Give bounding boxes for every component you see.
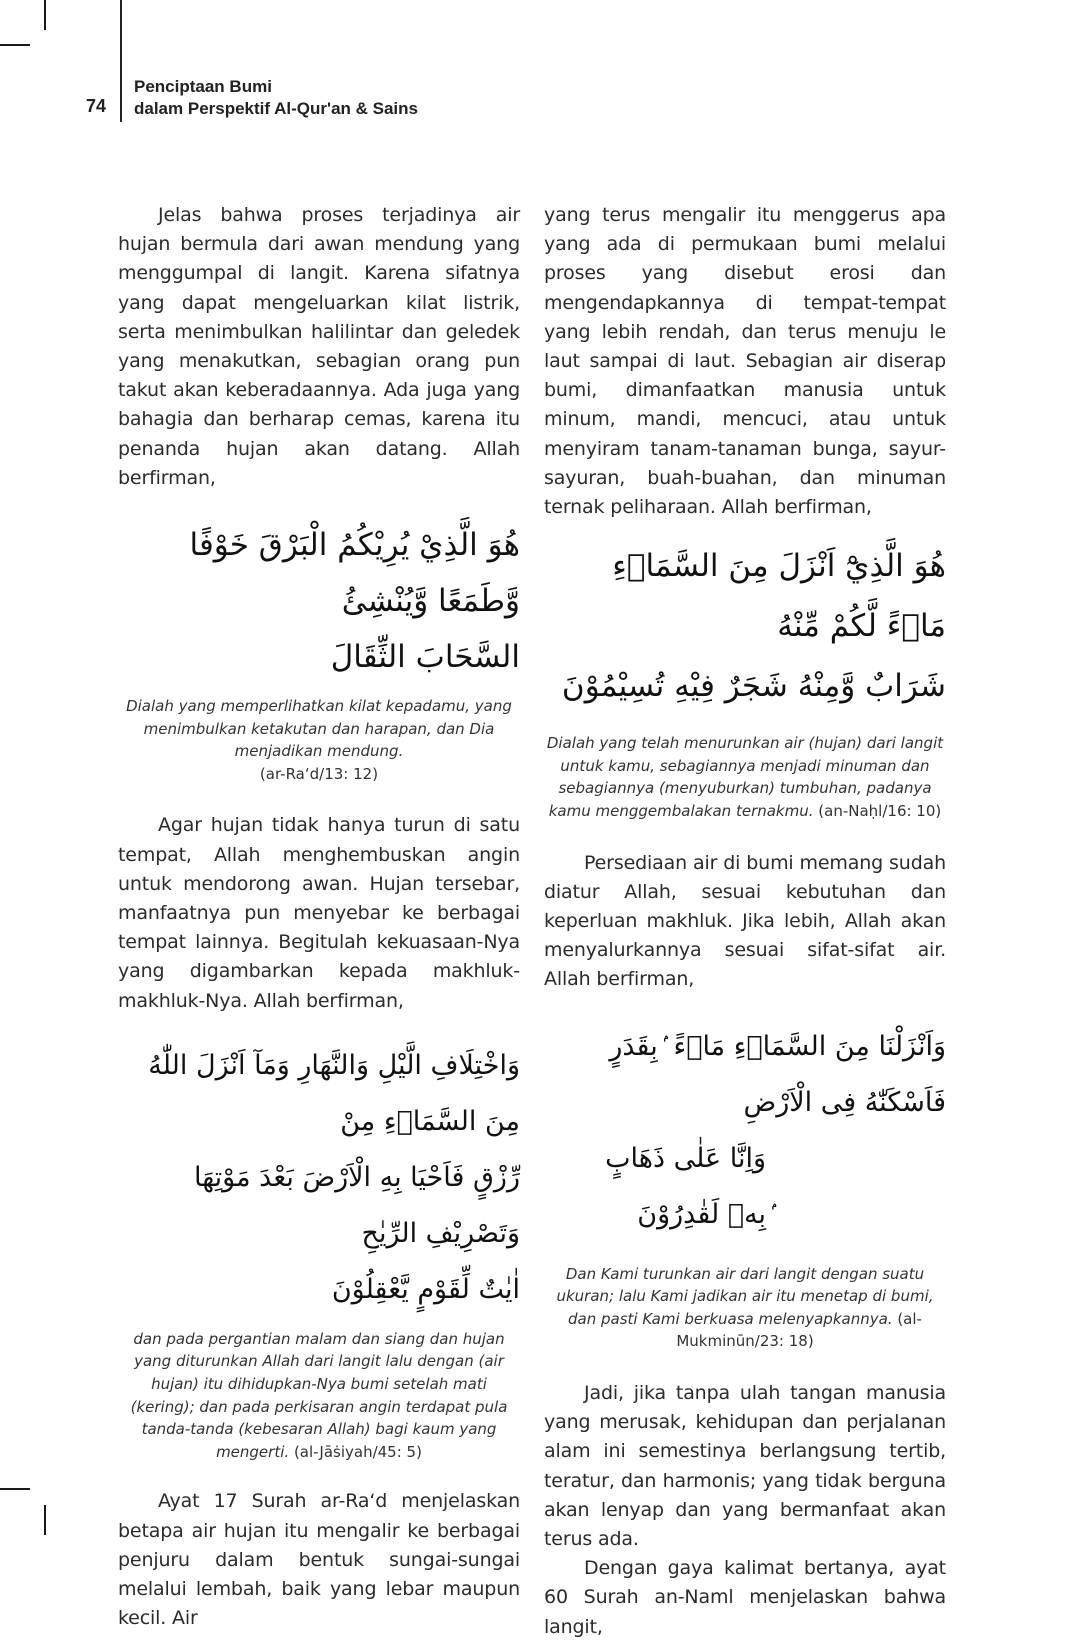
- verse-translation: [544, 1263, 946, 1353]
- arabic-verse-line: اٰيٰتٌ لِّقَوْمٍ يَّعْقِلُوْنَ: [331, 1273, 520, 1305]
- arabic-verse-line: رِّزْقٍ فَاَحْيَا بِهِ الْاَرْضَ بَعْدَ مَوْتِهَا وَتَصْرِيْفِ الرِّيٰحِ: [193, 1161, 520, 1249]
- right-paragraph-3: Jadi, jika tanpa ulah tangan manusia yang merusak, kehidupan dan perjalanan alam ini semestinya berlangsung tertib, teratur, dan harmonis; yang tidak berguna akan lenyap dan yang bermanfaat akan terus ada.: [544, 1382, 946, 1551]
- right-column: [544, 201, 946, 1642]
- left-verse-1: [118, 517, 520, 785]
- verse-translation-text: Dialah yang telah menurunkan air (hujan) dari langit untuk kamu, sebagiannya menjadi minuman dan sebagiannya (menyuburkan) tumbuhan, padanya kamu menggembalakan ternakmu.: [546, 734, 944, 821]
- verse-translation-text: Dan Kami turunkan air dari langit dengan suatu ukuran; lalu Kami jadikan air itu menetap di bumi, dan pasti Kami berkuasa melenyapkannya.: [556, 1264, 934, 1328]
- right-verse-2: [544, 1019, 946, 1353]
- verse-translation: [118, 695, 520, 785]
- right-paragraph-4: Dengan gaya kalimat bertanya, ayat 60 Surah an-Naml menjelaskan bahwa langit,: [544, 1557, 946, 1638]
- left-paragraph-1: Jelas bahwa proses terjadinya air hujan bermula dari awan mendung yang menggumpal di langit. Karena sifatnya yang dapat mengeluarkan kilat listrik, serta menimbulkan halilintar dan geledek yang menakutkan, sebagian orang pun takut akan keberadaannya. Ada juga yang bahagia dan berharap cemas, karena itu penanda hujan akan datang. Allah berfirman,: [118, 204, 520, 489]
- running-header: [134, 76, 418, 120]
- page-number: 74: [86, 96, 107, 116]
- crop-mark-bottom-horizontal: [0, 1488, 30, 1490]
- arabic-verse-line: هُوَ الَّذِيْ يُرِيْكُمُ الْبَرْقَ خَوْفًا وَّطَمَعًا وَّيُنْشِئُ: [189, 527, 520, 620]
- running-header-line2: dalam Perspektif Al-Qur'an & Sains: [134, 99, 418, 118]
- header-divider: [120, 0, 122, 122]
- left-paragraph-3: Ayat 17 Surah ar-Ra‘d menjelaskan betapa air hujan itu mengalir ke berbagai penjuru dalam bentuk sungai-sungai melalui lembah, baik yang lebar maupun kecil. Air: [118, 1490, 520, 1630]
- verse-translation: [118, 1328, 520, 1464]
- crop-mark-bottom-vertical: [44, 1505, 46, 1535]
- arabic-verse-line: وَاِنَّا عَلٰى ذَهَابٍ ۢبِهٖ لَقٰدِرُوْنَ: [605, 1142, 766, 1230]
- arabic-verse-line: وَاخْتِلَافِ الَّيْلِ وَالنَّهَارِ وَمَآ اَنْزَلَ اللّٰهُ مِنَ السَّمَاۤءِ مِنْ: [148, 1049, 520, 1137]
- arabic-verse-line: السَّحَابَ الثِّقَالَ: [330, 639, 520, 676]
- arabic-verse-line: شَرَابٌ وَّمِنْهُ شَجَرٌ فِيْهِ تُسِيْمُوْنَ: [561, 668, 946, 705]
- verse-translation-text: dan pada pergantian malam dan siang dan hujan yang diturunkan Allah dari langit lalu dengan (air hujan) itu dihidupkan-Nya bumi setelah mati (kering); dan pada perkisaran angin terdapat pula tanda-tanda (kebesaran Allah) bagi kaum yang mengerti.: [130, 1329, 508, 1461]
- right-paragraph-1: yang terus mengalir itu menggerus apa yang ada di permukaan bumi melalui proses yang disebut erosi dan mengendapkannya di tempat-tempat yang lebih rendah, dan terus menuju le laut sampai di laut. Sebagian air diserap bumi, dimanfaatkan manusia untuk minum, mandi, mencuci, atau untuk menyiram tanam-tanaman bunga, sayur-sayuran, buah-buahan, dan minuman ternak peliharaan. Allah berfirman,: [544, 204, 946, 519]
- left-paragraph-2: Agar hujan tidak hanya turun di satu tempat, Allah menghembuskan angin untuk mendorong awan. Hujan tersebar, manfaatnya pun menyebar ke berbagai tempat lainnya. Begitulah kekuasaan-Nya yang digambarkan kepada makhluk-makhluk-Nya. Allah berfirman,: [118, 814, 520, 1012]
- verse-translation: [544, 732, 946, 822]
- verse-reference: (al-Mukminūn/23: 18): [676, 1309, 922, 1351]
- left-column: [118, 201, 520, 1633]
- verse-translation-text: Dialah yang memperlihatkan kilat kepadamu, yang menimbulkan ketakutan dan harapan, dan Dia menjadikan mendung.: [126, 697, 512, 761]
- verse-reference: (an-Naḥl/16: 10): [818, 802, 942, 821]
- crop-mark-top-horizontal: [0, 44, 30, 46]
- verse-reference: (ar-Ra‘d/13: 12): [259, 764, 379, 783]
- right-verse-1: [544, 536, 946, 822]
- arabic-verse-line: وَاَنْزَلْنَا مِنَ السَّمَاۤءِ مَاۤءً ۢبِقَدَرٍ فَاَسْكَنّٰهُ فِى الْاَرْضِ: [609, 1030, 946, 1118]
- crop-mark-top-vertical: [44, 0, 46, 30]
- left-verse-2: [118, 1038, 520, 1464]
- running-header-line1: Penciptaan Bumi: [134, 77, 272, 96]
- arabic-verse-line: هُوَ الَّذِيْٓ اَنْزَلَ مِنَ السَّمَاۤءِ مَاۤءً لَّكُمْ مِّنْهُ: [612, 548, 946, 645]
- verse-reference: (al-Jāṡiyah/45: 5): [293, 1442, 422, 1461]
- right-paragraph-2: Persediaan air di bumi memang sudah diatur Allah, sesuai kebutuhan dan keperluan makhluk. Jika lebih, Allah akan menyalurkannya sesuai sifat-sifat air. Allah berfirman,: [544, 851, 946, 991]
